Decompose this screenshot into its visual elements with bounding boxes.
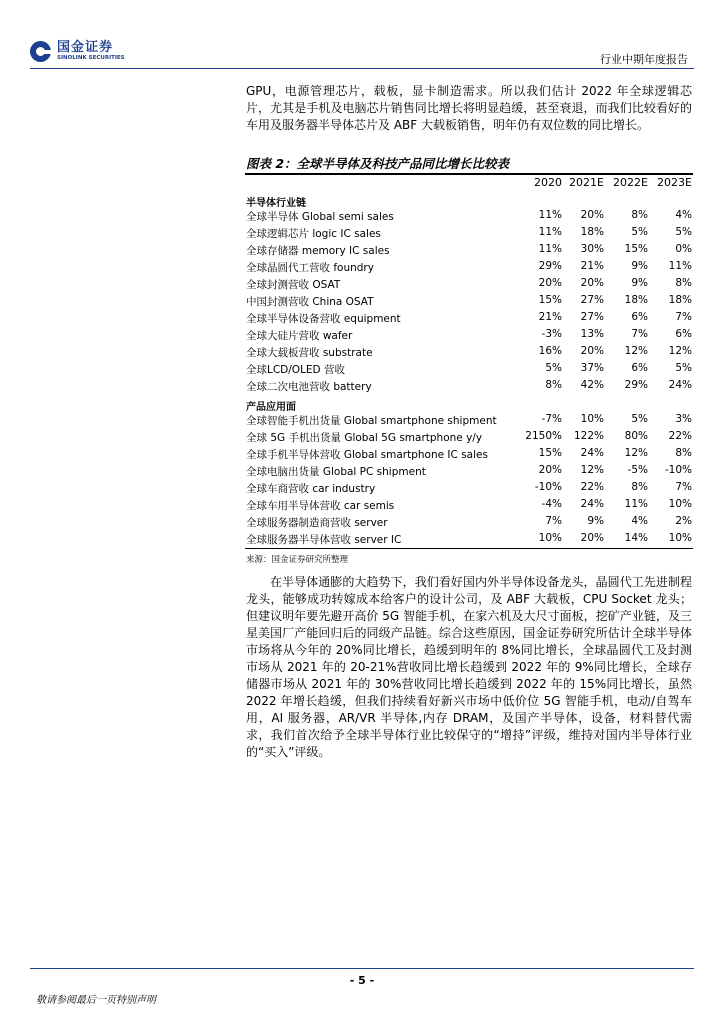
cell-value: -3%: [541, 328, 562, 340]
table-source: 来源：国金证券研究所整理: [246, 555, 349, 565]
cell-value: 12%: [624, 345, 648, 357]
row-label: 全球封测营收 OSAT: [246, 279, 341, 291]
cell-value: 27%: [580, 311, 604, 323]
cell-value: 21%: [538, 311, 562, 323]
year-2022e: 2022E: [613, 176, 648, 189]
cell-value: 24%: [580, 498, 604, 510]
row-label: 全球二次电池营收 battery: [246, 381, 372, 393]
cell-value: 22%: [668, 430, 692, 442]
year-2023e: 2023E: [657, 176, 692, 189]
row-label: 全球半导体 Global semi sales: [246, 211, 394, 223]
cell-value: 8%: [675, 447, 692, 459]
logo-icon: [30, 41, 51, 62]
cell-value: 10%: [580, 413, 604, 425]
row-label: 全球半导体设备营收 equipment: [246, 313, 401, 325]
cell-value: 5%: [631, 226, 648, 238]
cell-value: 12%: [624, 447, 648, 459]
header-divider: [30, 68, 694, 69]
cell-value: 6%: [631, 362, 648, 374]
cell-value: 7%: [631, 328, 648, 340]
table-header-row: [246, 176, 692, 192]
table-row: [246, 226, 692, 243]
table-row: [246, 277, 692, 294]
table-top-rule: [245, 173, 693, 175]
cell-value: -5%: [627, 464, 648, 476]
cell-value: 18%: [580, 226, 604, 238]
row-label: 全球存储器 memory IC sales: [246, 245, 390, 257]
cell-value: -10%: [534, 481, 562, 493]
table-row: [246, 447, 692, 464]
row-label: 全球电脑出货量 Global PC shipment: [246, 466, 426, 478]
cell-value: 6%: [631, 311, 648, 323]
table-row: [246, 345, 692, 362]
cell-value: 22%: [580, 481, 604, 493]
year-2021e: 2021E: [569, 176, 604, 189]
cell-value: 8%: [545, 379, 562, 391]
cell-value: 20%: [580, 345, 604, 357]
cell-value: 10%: [668, 532, 692, 544]
table-row: [246, 362, 692, 379]
cell-value: 7%: [675, 481, 692, 493]
cell-value: 8%: [631, 481, 648, 493]
logo-en: SINOLINK SECURITIES: [57, 55, 125, 61]
cell-value: 12%: [668, 345, 692, 357]
cell-value: -10%: [664, 464, 692, 476]
cell-value: 4%: [631, 515, 648, 527]
cell-value: 20%: [580, 209, 604, 221]
cell-value: 0%: [675, 243, 692, 255]
table-bottom-rule: [245, 548, 693, 549]
row-label: 全球服务器制造商营收 server: [246, 517, 388, 529]
table-row: [246, 481, 692, 498]
section-semi-chain: 半导体行业链: [246, 198, 306, 209]
cell-value: 8%: [631, 209, 648, 221]
section-product-app: 产品应用面: [246, 402, 296, 413]
row-label: 全球大硅片营收 wafer: [246, 330, 353, 342]
cell-value: 10%: [668, 498, 692, 510]
cell-value: 11%: [538, 243, 562, 255]
cell-value: 13%: [580, 328, 604, 340]
cell-value: 5%: [545, 362, 562, 374]
row-label: 全球大载板营收 substrate: [246, 347, 373, 359]
cell-value: 42%: [580, 379, 604, 391]
cell-value: -7%: [541, 413, 562, 425]
report-type: 行业中期年度报告: [600, 53, 688, 66]
row-label: 全球逻辑芯片 logic IC sales: [246, 228, 381, 240]
cell-value: 5%: [675, 362, 692, 374]
cell-value: -4%: [541, 498, 562, 510]
cell-value: 15%: [538, 294, 562, 306]
body-paragraph: 在半导体通膨的大趋势下，我们看好国内外半导体设备龙头，晶圆代工先进制程龙头，能够成功转嫁成本给客户的设计公司，及 ABF 大载板，CPU Socket 龙头；但建议明年要先避开高价 5G 智能手机，在家六机及大尺寸面板，挖矿产业链，及三星美国厂产能回归后的同级产品链。综合这些原因，国金证券研究所估计全球半导体市场将从今年的 20%同比增长，趋缓到明年的 8%同比增长，全球晶圆代工及封测市场从 2021 年的 20-21%营收同比增长趋缓到 2022 年的 9%同比增长，全球存储器市场从 2021 年的 30%营收同比增长趋缓到 2022 年的 15%同比增长，虽然 2022 年增长趋缓，但我们持续看好新兴市场中低价位 5G 智能手机，电动/自驾车用，AI 服务器，AR/VR 半导体,内存 DRAM，及国产半导体，设备，材料替代需求，我们首次给予全球半导体行业比较保守的“增持”评级，维持对国内半导体行业的“买入”评级。: [246, 575, 692, 759]
table-title: 图表 2：全球半导体及科技产品同比增长比较表: [246, 156, 510, 171]
cell-value: 10%: [538, 532, 562, 544]
table-row: [246, 260, 692, 277]
cell-value: 18%: [624, 294, 648, 306]
cell-value: 16%: [538, 345, 562, 357]
row-label: 全球服务器半导体营收 server IC: [246, 534, 402, 546]
row-label: 全球LCD/OLED 营收: [246, 364, 345, 376]
cell-value: 20%: [538, 277, 562, 289]
disclaimer-note: 敬请参阅最后一页特别声明: [36, 995, 156, 1006]
cell-value: 30%: [580, 243, 604, 255]
table-row: [246, 311, 692, 328]
cell-value: 24%: [580, 447, 604, 459]
table-row: [246, 209, 692, 226]
cell-value: 122%: [573, 430, 604, 442]
cell-value: 6%: [675, 328, 692, 340]
cell-value: 20%: [538, 464, 562, 476]
cell-value: 2150%: [525, 430, 562, 442]
row-label: 全球智能手机出货量 Global smartphone shipment: [246, 415, 497, 427]
cell-value: 2%: [675, 515, 692, 527]
cell-value: 7%: [545, 515, 562, 527]
cell-value: 9%: [631, 277, 648, 289]
cell-value: 15%: [538, 447, 562, 459]
cell-value: 11%: [538, 209, 562, 221]
footer-divider: [30, 968, 694, 969]
cell-value: 8%: [675, 277, 692, 289]
row-label: 全球晶圆代工营收 foundry: [246, 262, 374, 274]
year-2020: 2020: [534, 176, 562, 189]
table-row: [246, 498, 692, 515]
cell-value: 11%: [668, 260, 692, 272]
table-row: [246, 413, 692, 430]
cell-value: 80%: [624, 430, 648, 442]
cell-value: 7%: [675, 311, 692, 323]
page-number: - 5 -: [349, 974, 375, 987]
cell-value: 20%: [580, 532, 604, 544]
cell-value: 11%: [538, 226, 562, 238]
cell-value: 20%: [580, 277, 604, 289]
table-row: [246, 464, 692, 481]
cell-value: 3%: [675, 413, 692, 425]
cell-value: 29%: [538, 260, 562, 272]
cell-value: 37%: [580, 362, 604, 374]
table-row: [246, 243, 692, 260]
cell-value: 18%: [668, 294, 692, 306]
cell-value: 4%: [675, 209, 692, 221]
cell-value: 29%: [624, 379, 648, 391]
cell-value: 12%: [580, 464, 604, 476]
cell-value: 9%: [587, 515, 604, 527]
row-label: 全球 5G 手机出货量 Global 5G smartphone y/y: [246, 432, 483, 444]
table-row: [246, 430, 692, 447]
company-logo: [30, 41, 125, 62]
cell-value: 14%: [624, 532, 648, 544]
row-label: 全球手机半导体营收 Global smartphone IC sales: [246, 449, 488, 461]
cell-value: 21%: [580, 260, 604, 272]
cell-value: 24%: [668, 379, 692, 391]
row-label: 中国封测营收 China OSAT: [246, 296, 374, 308]
row-label: 全球车商营收 car industry: [246, 483, 376, 495]
row-label: 全球车用半导体营收 car semis: [246, 500, 395, 512]
table-row: [246, 532, 692, 549]
cell-value: 9%: [631, 260, 648, 272]
table-row: [246, 328, 692, 345]
table-row: [246, 379, 692, 396]
cell-value: 11%: [624, 498, 648, 510]
cell-value: 5%: [631, 413, 648, 425]
cell-value: 5%: [675, 226, 692, 238]
cell-value: 15%: [624, 243, 648, 255]
cell-value: 27%: [580, 294, 604, 306]
intro-paragraph: GPU，电源管理芯片，载板，显卡制造需求。所以我们估计 2022 年全球逻辑芯片，尤其是手机及电脑芯片销售同比增长将明显趋缓，甚至衰退，而我们比较看好的车用及服务器半导体芯片及 ABF 大载板销售，明年仍有双位数的同比增长。: [246, 84, 692, 132]
table-row: [246, 515, 692, 532]
logo-cn: 国金证券: [57, 40, 114, 55]
table-row: [246, 294, 692, 311]
